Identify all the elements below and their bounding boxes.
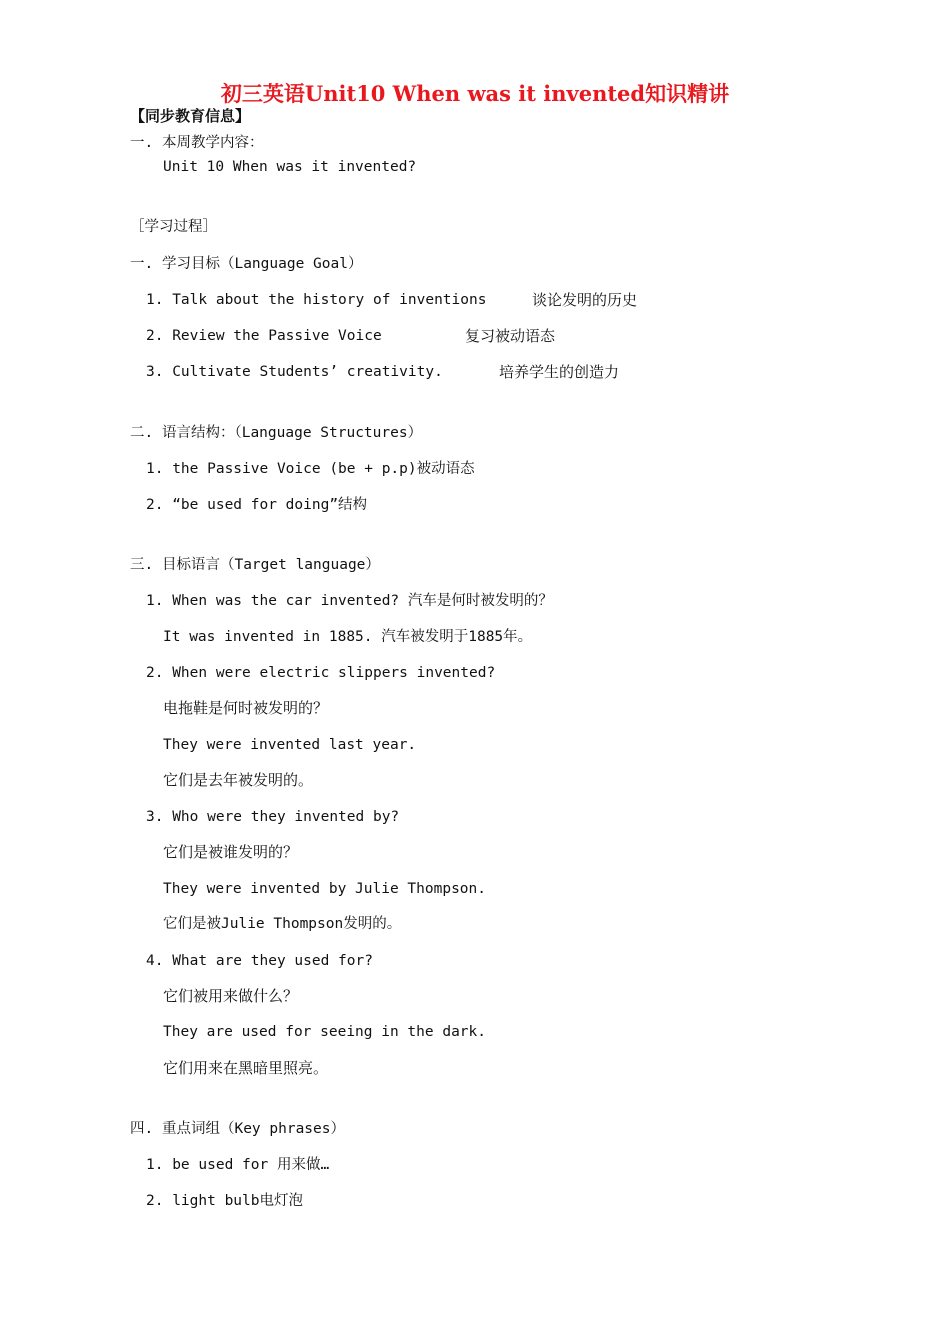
structures-heading: 二. 语言结构：（Language Structures） (130, 425, 423, 441)
goals-heading: 一. 学习目标（Language Goal） (130, 256, 363, 272)
target-line-2: It was invented in 1885. 汽车被发明于1885年。 (163, 629, 533, 645)
week-content-heading: 一. 本周教学内容： (130, 135, 264, 151)
target-line-11: 4. What are they used for? (146, 953, 373, 969)
goal-item-1-en: 1. Talk about the history of inventions (146, 292, 487, 308)
target-line-6: 它们是去年被发明的。 (163, 771, 314, 789)
target-line-12: 它们被用来做什么？ (163, 987, 299, 1005)
target-line-4: 电拖鞋是何时被发明的？ (163, 699, 329, 717)
goal-item-3-zh: 培养学生的创造力 (499, 363, 620, 381)
target-line-10: 它们是被Julie Thompson发明的。 (163, 916, 402, 932)
phrase-item-1: 1. be used for 用来做… (146, 1157, 330, 1173)
goal-item-3-en: 3. Cultivate Students’ creativity. (146, 364, 443, 380)
document-title: 初三英语Unit10 When was it invented知识精讲 (220, 81, 730, 106)
target-line-9: They were invented by Julie Thompson. (163, 881, 487, 897)
goal-item-2-zh: 复习被动语态 (465, 327, 556, 345)
target-line-14: 它们用来在黑暗里照亮。 (163, 1059, 329, 1077)
target-line-8: 它们是被谁发明的？ (163, 843, 299, 861)
goal-item-1-zh: 谈论发明的历史 (532, 291, 638, 309)
process-header: ［学习过程］ (130, 219, 217, 235)
structure-item-2: 2. “be used for doing”结构 (146, 497, 368, 513)
target-heading: 三. 目标语言（Target language） (130, 557, 380, 573)
goal-item-2-en: 2. Review the Passive Voice (146, 328, 382, 344)
phrases-heading: 四. 重点词组（Key phrases） (130, 1121, 345, 1137)
week-content-item: Unit 10 When was it invented? (163, 159, 417, 175)
target-line-7: 3. Who were they invented by? (146, 809, 400, 825)
structure-item-1: 1. the Passive Voice (be + p.p)被动语态 (146, 461, 475, 477)
sync-header: 【同步教育信息】 (130, 107, 251, 125)
phrase-item-2: 2. light bulb电灯泡 (146, 1193, 303, 1209)
target-line-13: They are used for seeing in the dark. (163, 1024, 487, 1040)
target-line-3: 2. When were electric slippers invented? (146, 665, 496, 681)
target-line-1: 1. When was the car invented? 汽车是何时被发明的？ (146, 593, 553, 609)
target-line-5: They were invented last year. (163, 737, 417, 753)
